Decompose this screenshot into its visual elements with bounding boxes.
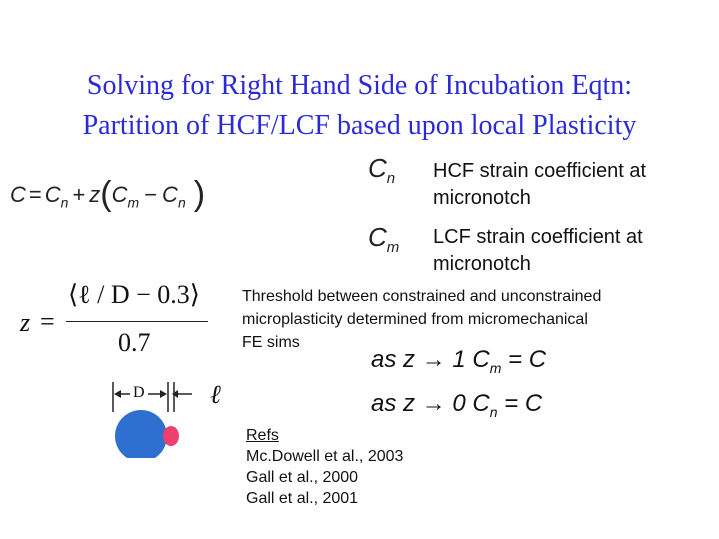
title-line-2: Partition of HCF/LCF based upon local Plasticity (82, 110, 637, 141)
ref-item: Gall et al., 2000 (246, 469, 359, 486)
eq-cn2-sub: n (177, 194, 186, 211)
z-fraction-bar (66, 321, 208, 322)
eq-cn: C (44, 182, 61, 207)
eq-equals: = (28, 182, 42, 207)
z-numerator: ⟨ℓ / D − 0.3⟩ (68, 280, 200, 309)
d-arrow-left-head (114, 390, 121, 398)
limit-line-1: as z → 1 $C_m = C$ (371, 346, 547, 376)
notch-diagram (108, 378, 238, 458)
cm-symbol: $C_m$ (368, 222, 400, 257)
d-arrow-right-head (160, 390, 167, 398)
eq-cn2: C (162, 182, 178, 207)
z-denominator: 0.7 (118, 328, 151, 357)
eq-cm-sub: m (127, 194, 140, 211)
z-lhs: z (20, 308, 31, 337)
eq-minus: − (144, 182, 158, 207)
cn-definition: HCF strain coefficient at micronotch (433, 160, 647, 209)
main-equation (10, 172, 205, 211)
d-label: D (133, 384, 145, 401)
eq-cn-sub: n (60, 194, 69, 211)
slide-title (0, 66, 719, 146)
z-equals: = (40, 307, 55, 336)
refs-heading: Refs (246, 427, 279, 444)
threshold-text: Threshold between constrained and unconstrained microplasticity determined from micromechanical FE sims (242, 288, 602, 351)
title-line-1: Solving for Right Hand Side of Incubation Eqtn: (86, 70, 633, 101)
eq-paren-right: ) (193, 175, 206, 213)
eq-z: z (89, 182, 101, 207)
cn-symbol: $C_n$ (368, 153, 396, 188)
ell-arrow-left-head (172, 390, 178, 398)
ref-item: Mc.Dowell et al., 2003 (246, 448, 404, 465)
cm-definition: LCF strain coefficient at micronotch (433, 226, 643, 275)
plastic-zone (163, 426, 179, 446)
limit-line-2: as z → 0 $C_n = C$ (371, 390, 543, 420)
ell-label: ℓ (210, 380, 221, 409)
eq-paren-left: ( (100, 175, 112, 213)
eq-plus: + (72, 182, 86, 207)
eq-cm: C (111, 182, 128, 207)
refs (246, 425, 403, 509)
eq-lhs: C (10, 182, 26, 207)
ref-item: Gall et al., 2001 (246, 490, 359, 507)
grain-circle (115, 410, 167, 458)
